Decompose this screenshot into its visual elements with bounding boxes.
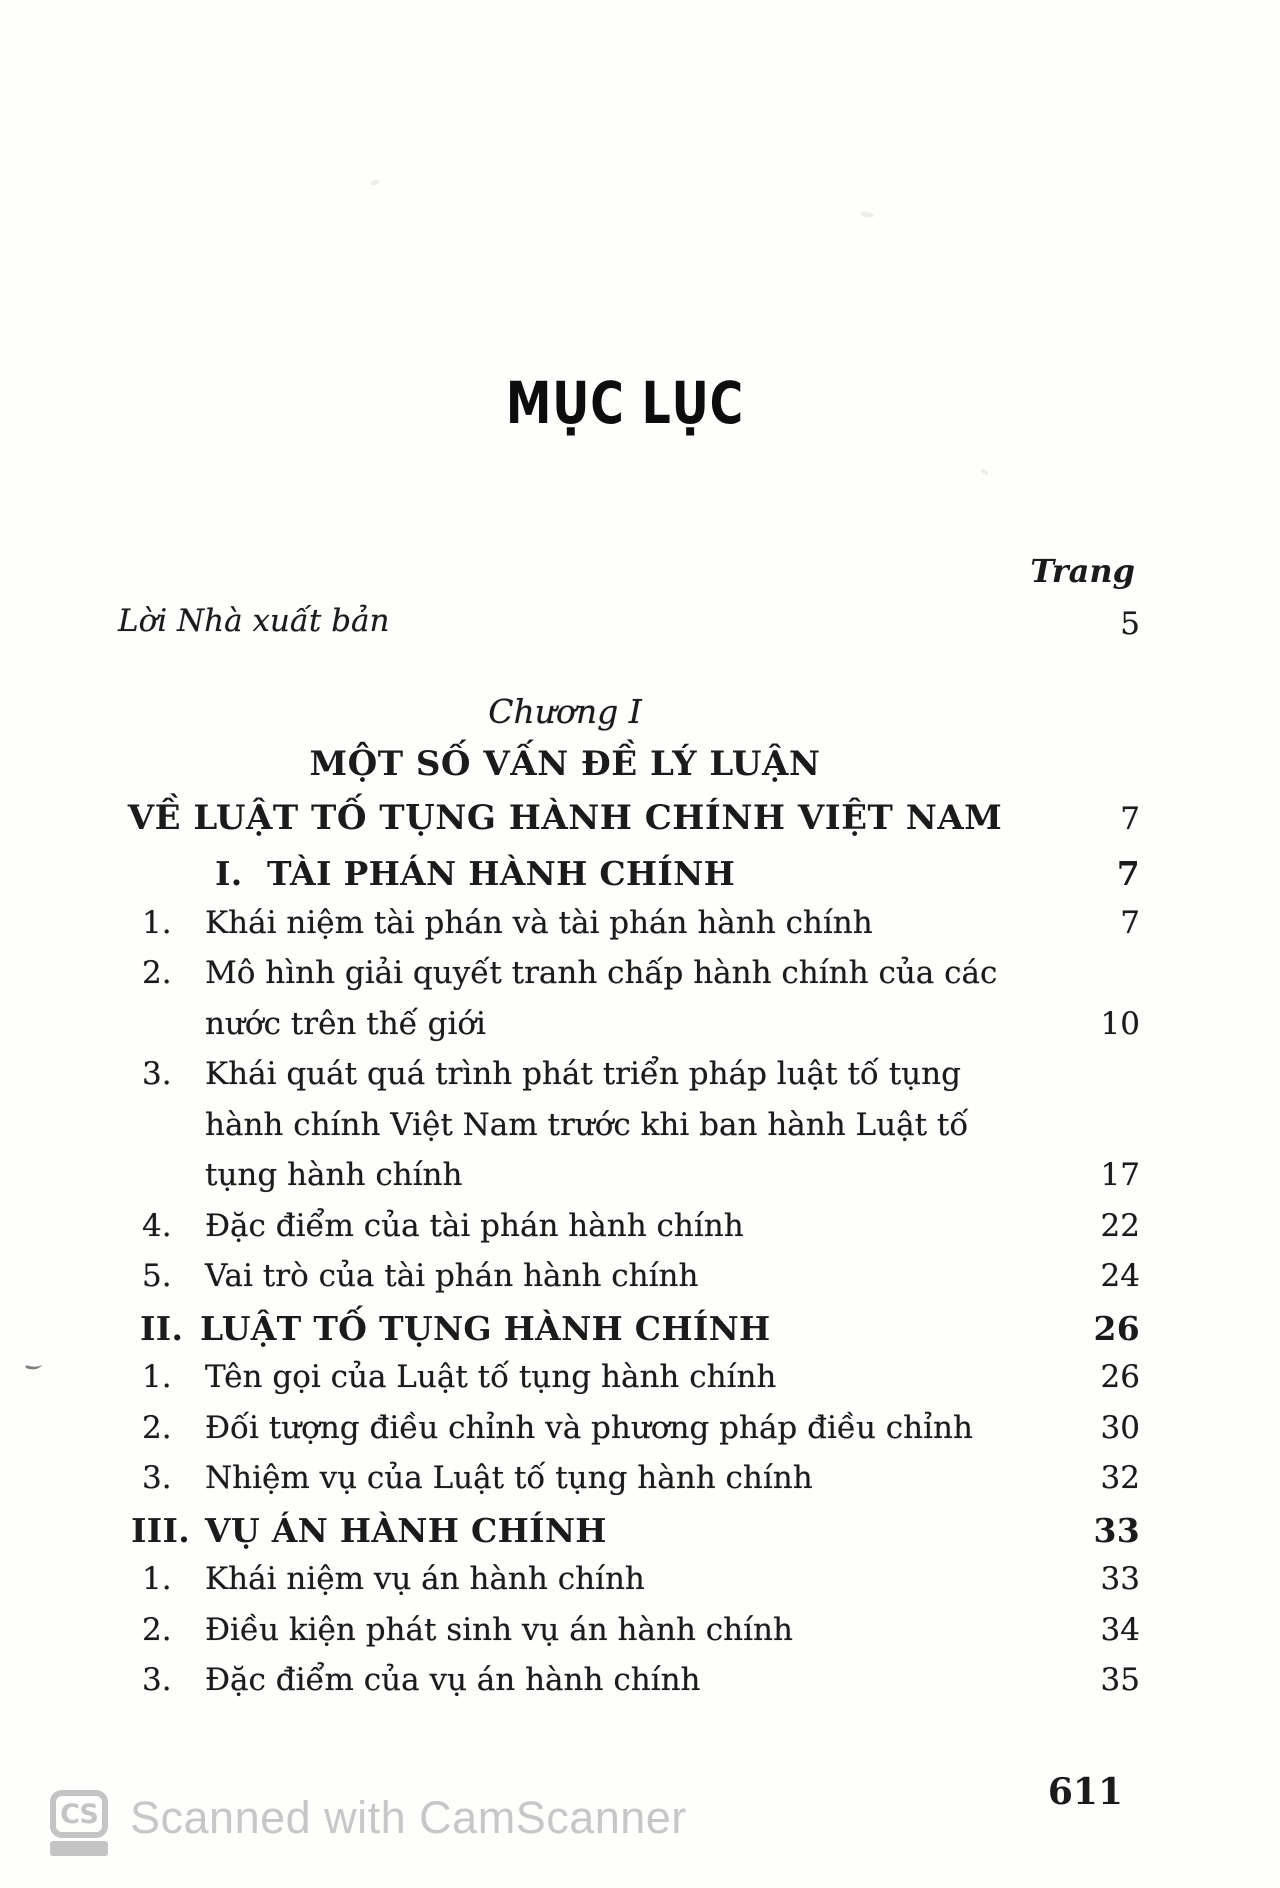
toc-entry-line <box>0 854 1280 898</box>
toc-entry-line <box>0 955 1280 999</box>
toc-entry-page-number: 33 <box>1100 1561 1140 1597</box>
toc-entry-number: I. <box>215 854 243 893</box>
toc-entry-line <box>0 1107 1280 1151</box>
toc-entry-number: 3. <box>142 1460 172 1496</box>
toc-entry-line <box>0 1612 1280 1656</box>
toc-entry-page-number: 26 <box>1100 1359 1140 1395</box>
toc-entry-number: 2. <box>142 1611 172 1648</box>
camscanner-logo-icon <box>50 1790 108 1856</box>
chapter-heading-line2: VỀ LUẬT TỐ TỤNG HÀNH CHÍNH VIỆT NAM <box>127 798 1003 838</box>
toc-entry-text: Tên gọi của Luật tố tụng hành chính <box>205 1359 777 1395</box>
toc-entry-line <box>0 1561 1280 1605</box>
chapter-heading-line1: MỘT SỐ VẤN ĐỀ LÝ LUẬN <box>309 744 821 784</box>
chapter-page-number: 7 <box>1120 801 1140 837</box>
toc-entry-line <box>0 1258 1280 1302</box>
toc-entry-line <box>0 1662 1280 1706</box>
toc-entry-text: Mô hình giải quyết tranh chấp hành chính của các <box>205 955 998 991</box>
toc-entry-line <box>0 1056 1280 1100</box>
toc-entry-page-number: 35 <box>1100 1662 1140 1698</box>
toc-entry-text: Điều kiện phát sinh vụ án hành chính <box>205 1611 793 1648</box>
toc-entry-line <box>0 905 1280 949</box>
toc-entry-line <box>0 1460 1280 1504</box>
toc-entry-line <box>0 1006 1280 1050</box>
toc-entry-number: 3. <box>142 1662 172 1698</box>
toc-entry-page-number: 32 <box>1100 1460 1140 1496</box>
toc-entry-line <box>0 1359 1280 1403</box>
front-matter-page-number: 5 <box>1120 606 1140 642</box>
toc-entry-text: Khái quát quá trình phát triển pháp luật tố tụng <box>205 1056 961 1092</box>
camscanner-logo-cs: CS <box>50 1790 108 1838</box>
toc-entry-line <box>0 1410 1280 1454</box>
toc-entry-page-number: 17 <box>1100 1157 1140 1193</box>
toc-entry-number: 5. <box>142 1258 172 1294</box>
toc-entry-page-number: 22 <box>1100 1207 1140 1244</box>
toc-entry-text: tụng hành chính <box>205 1157 463 1193</box>
toc-entry-page-number: 30 <box>1100 1409 1140 1446</box>
toc-entry-number: 1. <box>142 904 172 941</box>
toc-entry-page-number: 33 <box>1093 1510 1140 1550</box>
toc-entry-text: Đặc điểm của vụ án hành chính <box>205 1662 701 1698</box>
camscanner-watermark-label: Scanned with CamScanner <box>130 1792 687 1843</box>
front-matter-label: Lời Nhà xuất bản <box>118 603 390 639</box>
book-page-number: 611 <box>1047 1771 1123 1813</box>
chapter-kicker: Chương I <box>488 692 642 731</box>
toc-entry-page-number: 10 <box>1100 1005 1140 1042</box>
toc-entry-number: 3. <box>142 1056 172 1092</box>
toc-entry-text: Nhiệm vụ của Luật tố tụng hành chính <box>205 1460 813 1496</box>
toc-entry-text: Đối tượng điều chỉnh và phương pháp điều chỉnh <box>205 1409 973 1446</box>
toc-entry-text: nước trên thế giới <box>205 1005 486 1042</box>
toc-entry-number: 1. <box>142 1359 172 1395</box>
toc-entry-line <box>0 1157 1280 1201</box>
page-column-header: Trang <box>1030 552 1135 590</box>
toc-entry-text: VỤ ÁN HÀNH CHÍNH <box>205 1510 607 1550</box>
camscanner-logo-base <box>50 1841 108 1856</box>
toc-entry-page-number: 7 <box>1116 854 1140 893</box>
toc-entry-number: 4. <box>142 1207 172 1244</box>
toc-entry-text: TÀI PHÁN HÀNH CHÍNH <box>267 854 736 893</box>
scan-speck <box>980 468 990 476</box>
toc-entry-text: Đặc điểm của tài phán hành chính <box>205 1207 744 1244</box>
page-title: MỤC LỤC <box>505 370 745 438</box>
toc-entry-number: III. <box>131 1510 190 1550</box>
toc-entry-page-number: 34 <box>1100 1611 1140 1648</box>
scan-speck <box>860 211 875 218</box>
toc-entry-text: Vai trò của tài phán hành chính <box>205 1258 699 1294</box>
scan-speck <box>369 178 380 186</box>
toc-entry-text: LUẬT TỐ TỤNG HÀNH CHÍNH <box>200 1308 771 1348</box>
toc-entry-number: 2. <box>142 1409 172 1446</box>
toc-entry-number: 2. <box>142 955 172 991</box>
toc-entry-text: hành chính Việt Nam trước khi ban hành Luật tố <box>205 1106 969 1143</box>
toc-entry-line <box>0 1511 1280 1555</box>
toc-entry-number: II. <box>140 1308 184 1348</box>
toc-entry-text: Khái niệm vụ án hành chính <box>205 1561 645 1597</box>
toc-entry-page-number: 24 <box>1100 1258 1140 1294</box>
toc-entry-line <box>0 1208 1280 1252</box>
toc-entry-page-number: 26 <box>1093 1308 1140 1348</box>
toc-entry-text: Khái niệm tài phán và tài phán hành chính <box>205 904 873 941</box>
toc-entry-page-number: 7 <box>1120 904 1140 941</box>
toc-entry-number: 1. <box>142 1561 172 1597</box>
toc-entry-line <box>0 1309 1280 1353</box>
